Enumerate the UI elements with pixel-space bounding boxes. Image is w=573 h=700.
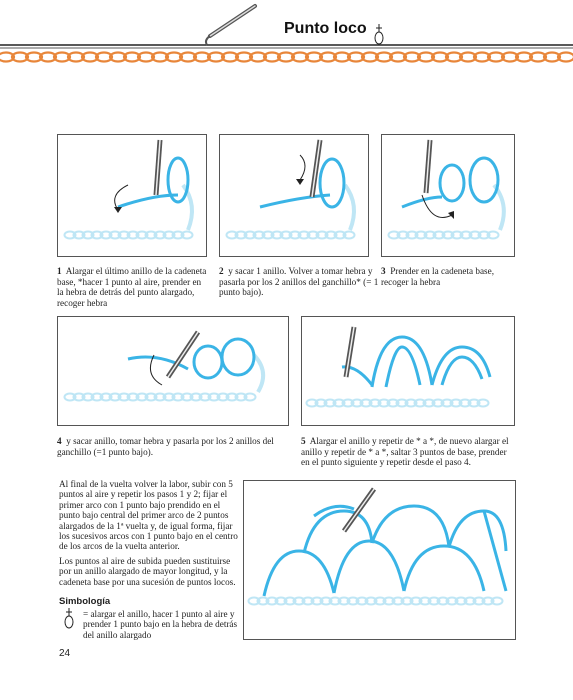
step-1-figure: [57, 134, 207, 257]
step-2-caption: 2 y sacar 1 anillo. Volver a tomar hebra y pasarla por los 2 anillos del ganchillo* (= 1 punto bajo).: [219, 266, 379, 297]
step-5-caption: 5 Alargar el anillo y repetir de * a *, de nuevo alargar el anillo y repetir de * a *, saltar 3 puntos de base, prender en el punto siguiente y repetir desde el paso 4.: [301, 436, 509, 467]
instructions-paragraph-2: Los puntos al aire de subida pueden sustituirse por un anillo alargado de mayor longitud, y la cadeneta base por una sucesión de puntos locos.: [59, 556, 236, 587]
step-4-caption: 4 y sacar anillo, tomar hebra y pasarla por los 2 anillos del ganchillo (=1 punto bajo).: [57, 436, 274, 457]
symbology-symbol-icon: [63, 608, 75, 630]
page-number: 24: [59, 648, 71, 659]
step-1-caption: 1 Alargar el último anillo de la cadeneta base, *hacer 1 punto al aire, prender en la hebra de detrás del punto alargado, recoger hebra: [57, 266, 207, 308]
symbology-heading: Simbología: [59, 596, 111, 607]
stitch-symbol-icon: [373, 24, 385, 46]
step-4-figure: [57, 316, 289, 426]
step-3-caption: 3 Prender en la cadeneta base, recoger la hebra: [381, 266, 494, 287]
step-5-figure: [301, 316, 515, 426]
step-2-figure: [219, 134, 369, 257]
page-title: Punto loco: [284, 20, 367, 37]
instructions-paragraph-1: Al final de la vuelta volver la labor, subir con 5 puntos al aire y repetir los pasos 1 y 2; fijar el primer arco con 1 punto bajo prendido en el punto bajo central del primer arco de 2 puntos alargados de la 1ª vuelta y, de igual forma, fijar los sucesivos arcos con 1 punto bajo en el centro de los arcos de la vuelta anterior.: [59, 479, 238, 552]
step-3-figure: [381, 134, 515, 257]
final-pattern-figure: [243, 480, 516, 640]
symbology-description: = alargar el anillo, hacer 1 punto al aire y prender 1 punto bajo en la hebra de detrás del anillo alargado: [83, 609, 238, 640]
